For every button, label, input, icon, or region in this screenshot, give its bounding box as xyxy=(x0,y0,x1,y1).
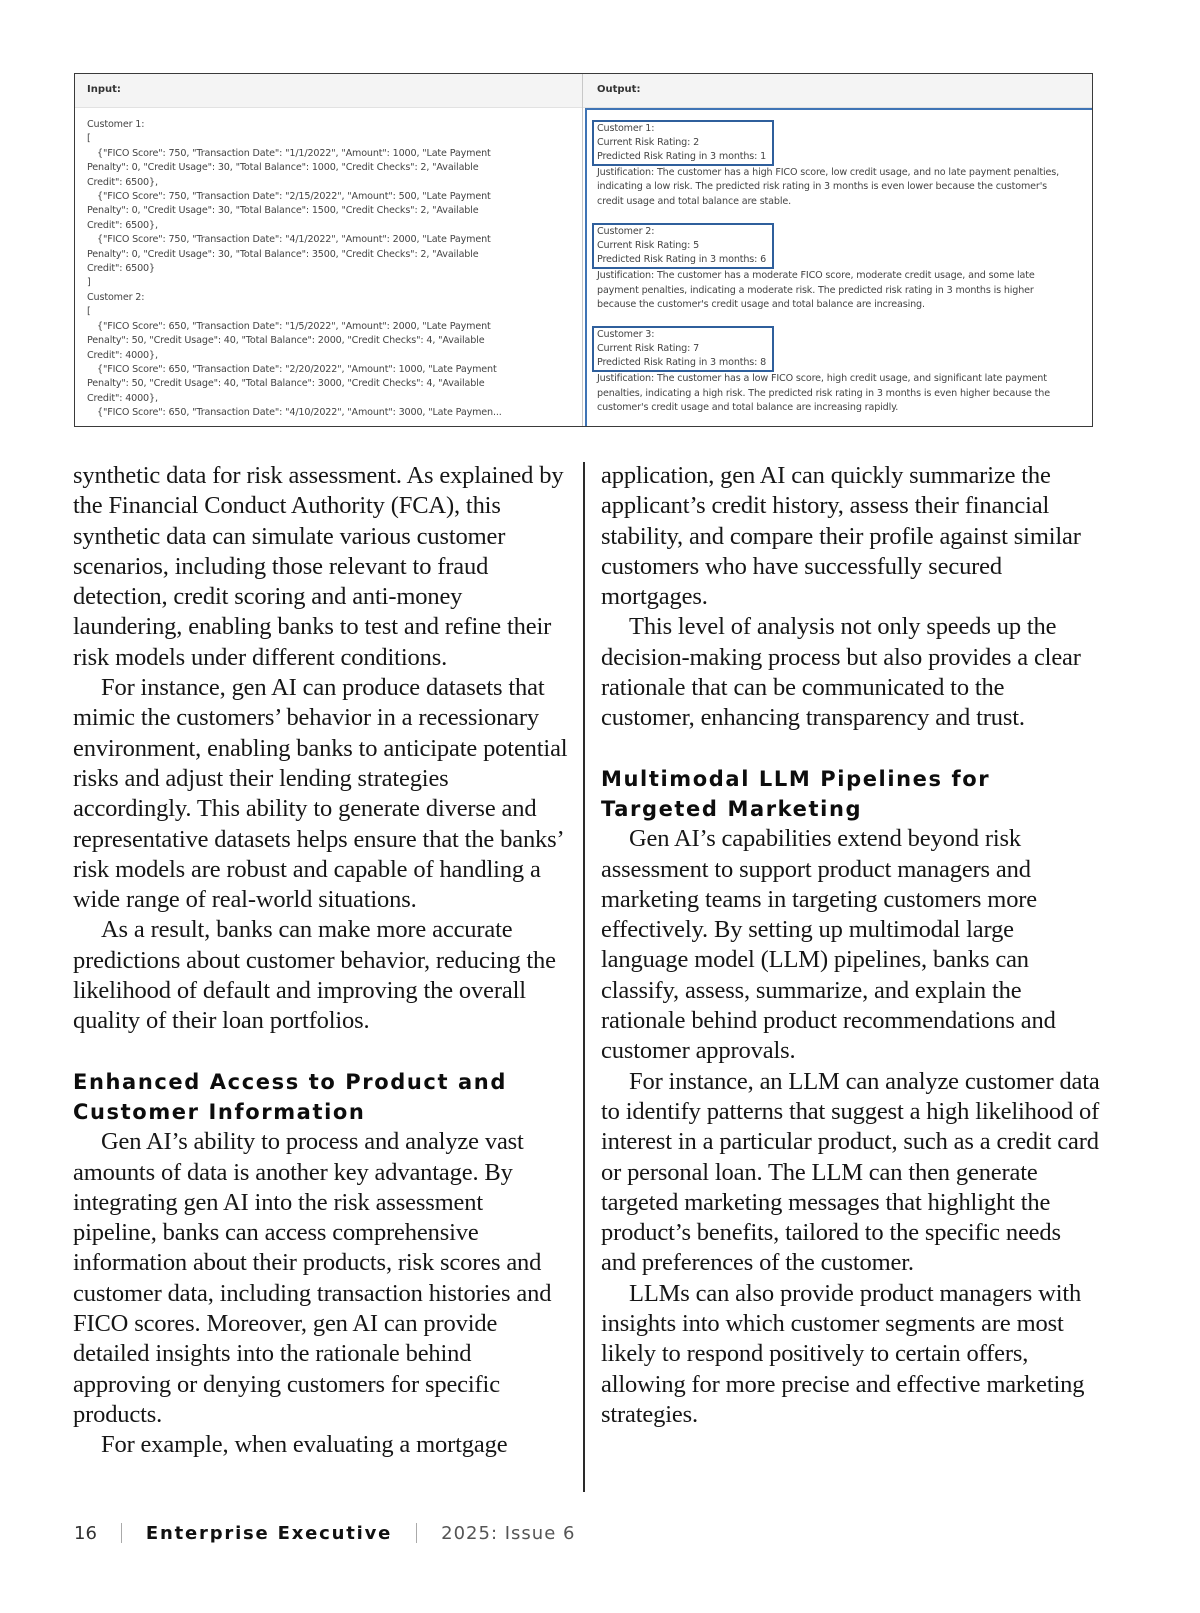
paragraph: Gen AI’s ability to process and analyze vast amounts of data is another key advantage. By integrating gen AI into the risk assessment pipeline, banks can access comprehensive information about their products, risk scores and customer data, including transaction histories and FICO scores. Moreover, gen AI can provide detailed insights into the rationale behind approving or denying customers for specific products. xyxy=(73,1128,552,1428)
justification: Justification: The customer has a high FICO score, low credit usage, and no late payment penalties, indicating a low risk. The predicted risk rating in 3 months is even lower because the customer's credit usage and total balance are stable. xyxy=(597,167,1059,207)
input-line: {"FICO Score": 650, "Transaction Date": "4/10/2022", "Amount": 3000, "Late Paymen... xyxy=(97,407,502,419)
paragraph: synthetic data for risk assessment. As explained by the Financial Conduct Authority (FCA), this synthetic data can simulate various customer scenarios, including those relevant to fraud detection, credit scoring and anti-money laundering, enabling banks to test and refine their risk models under different conditions. xyxy=(73,462,564,671)
predicted-risk-rating: Predicted Risk Rating in 3 months: 1 xyxy=(597,151,767,162)
input-line: Customer 1: xyxy=(87,119,145,130)
current-risk-rating: Current Risk Rating: 2 xyxy=(597,137,700,148)
input-line: [ xyxy=(87,133,91,145)
input-line: {"FICO Score": 750, "Transaction Date": "2/15/2022", "Amount": 500, "Late Payment xyxy=(97,191,491,203)
input-line: Credit": 6500}, xyxy=(87,219,158,231)
customer-name: Customer 3: xyxy=(597,329,655,341)
paragraph: application, gen AI can quickly summarize the applicant’s credit history, assess their financial stability, and compare their profile against similar customers who have successfully secured mortgages. xyxy=(601,462,1081,611)
input-line: [ xyxy=(87,306,91,318)
output-body xyxy=(585,108,1092,426)
customer-result-2 xyxy=(597,223,1082,312)
input-header: Input: xyxy=(75,74,582,108)
current-risk-rating: Current Risk Rating: 5 xyxy=(597,240,700,252)
section-heading: Enhanced Access to Product and Customer Information xyxy=(73,1069,507,1124)
risk-rating-figure xyxy=(74,73,1093,427)
article-column-right xyxy=(601,461,1101,1430)
input-line: Penalty": 50, "Credit Usage": 40, "Total Balance": 3000, "Credit Checks": 4, "Available xyxy=(87,378,485,390)
input-line: {"FICO Score": 750, "Transaction Date": "1/1/2022", "Amount": 1000, "Late Payment xyxy=(97,147,491,159)
article-column-left xyxy=(73,461,569,1461)
input-line: Penalty": 0, "Credit Usage": 30, "Total Balance": 1500, "Credit Checks": 2, "Available xyxy=(87,205,479,217)
column-divider xyxy=(583,462,585,1492)
justification: Justification: The customer has a moderate FICO score, moderate credit usage, and some late payment penalties, indicating a moderate risk. The predicted risk rating in 3 months is higher because the customer's credit usage and total balance are increasing. xyxy=(597,270,1035,311)
predicted-risk-rating: Predicted Risk Rating in 3 months: 8 xyxy=(597,357,767,369)
input-line: Credit": 6500} xyxy=(87,263,155,275)
input-line: Credit": 4000}, xyxy=(87,392,158,404)
paragraph: For instance, an LLM can analyze customer data to identify patterns that suggest a high likelihood of interest in a particular product, such as a credit card or personal loan. The LLM can then generate targeted marketing messages that highlight the product’s benefits, tailored to the specific needs and preferences of the customer. xyxy=(601,1067,1100,1277)
issue-label: 2025: Issue 6 xyxy=(441,1522,576,1544)
customer-name: Customer 2: xyxy=(597,226,655,238)
paragraph: LLMs can also provide product managers with insights into which customer segments are most likely to respond positively to certain offers, allowing for more precise and effective marketing strategies. xyxy=(601,1279,1085,1428)
footer-divider xyxy=(416,1523,417,1543)
input-line: Penalty": 0, "Credit Usage": 30, "Total Balance": 3500, "Credit Checks": 2, "Available xyxy=(87,248,479,260)
current-risk-rating: Current Risk Rating: 7 xyxy=(597,343,700,355)
customer-name: Customer 1: xyxy=(597,123,655,134)
output-header: Output: xyxy=(583,74,1092,108)
publication-name: Enterprise Executive xyxy=(145,1522,393,1544)
footer-divider xyxy=(121,1523,122,1543)
section-heading: Multimodal LLM Pipelines for Targeted Marketing xyxy=(601,766,991,821)
input-line: {"FICO Score": 650, "Transaction Date": "2/20/2022", "Amount": 1000, "Late Payment xyxy=(97,363,497,375)
input-line: {"FICO Score": 650, "Transaction Date": "1/5/2022", "Amount": 2000, "Late Payment xyxy=(97,320,491,332)
input-line: ] xyxy=(87,277,91,289)
paragraph: As a result, banks can make more accurate predictions about customer behavior, reducing the likelihood of default and improving the overall quality of their loan portfolios. xyxy=(73,916,556,1035)
paragraph: Gen AI’s capabilities extend beyond risk assessment to support product managers and marketing teams in targeting customers more effectively. By setting up multimodal large language model (LLM) pipelines, banks can classify, assess, summarize, and explain the rationale behind product recommendations and customer approvals. xyxy=(601,825,1056,1065)
paragraph: For instance, gen AI can produce datasets that mimic the customers’ behavior in a recessionary environment, enabling banks to anticipate potential risks and adjust their lending strategies accordingly. This ability to generate diverse and representative datasets helps ensure that the banks’ risk models are robust and capable of handling a wide range of real-world situations. xyxy=(73,674,568,914)
rating-highlight-box xyxy=(592,120,774,166)
input-body xyxy=(75,108,582,421)
output-pane xyxy=(583,74,1092,426)
paragraph: For example, when evaluating a mortgage xyxy=(101,1431,508,1459)
rating-highlight-box xyxy=(592,326,774,372)
input-line: Credit": 6500}, xyxy=(87,176,158,188)
input-line: Credit": 4000}, xyxy=(87,349,158,361)
input-line: Penalty": 50, "Credit Usage": 40, "Total Balance": 2000, "Credit Checks": 4, "Available xyxy=(87,335,485,347)
customer-result-1 xyxy=(597,120,1082,209)
input-line: {"FICO Score": 750, "Transaction Date": "4/1/2022", "Amount": 2000, "Late Payment xyxy=(97,234,491,246)
input-line: Customer 2: xyxy=(87,291,145,303)
customer-result-3 xyxy=(597,326,1082,415)
predicted-risk-rating: Predicted Risk Rating in 3 months: 6 xyxy=(597,254,767,266)
page-footer xyxy=(74,1519,575,1547)
input-pane xyxy=(75,74,583,426)
paragraph: This level of analysis not only speeds up the decision-making process but also provides a clear rationale that can be communicated to the customer, enhancing transparency and trust. xyxy=(601,613,1081,732)
input-line: Penalty": 0, "Credit Usage": 30, "Total Balance": 1000, "Credit Checks": 2, "Available xyxy=(87,162,479,174)
rating-highlight-box xyxy=(592,223,774,269)
justification: Justification: The customer has a low FICO score, high credit usage, and significant late payment penalties, indicating a high risk. The predicted risk rating in 3 months is even higher because the customer's credit usage and total balance are increasing rapidly. xyxy=(597,373,1050,414)
page-number: 16 xyxy=(74,1522,97,1544)
